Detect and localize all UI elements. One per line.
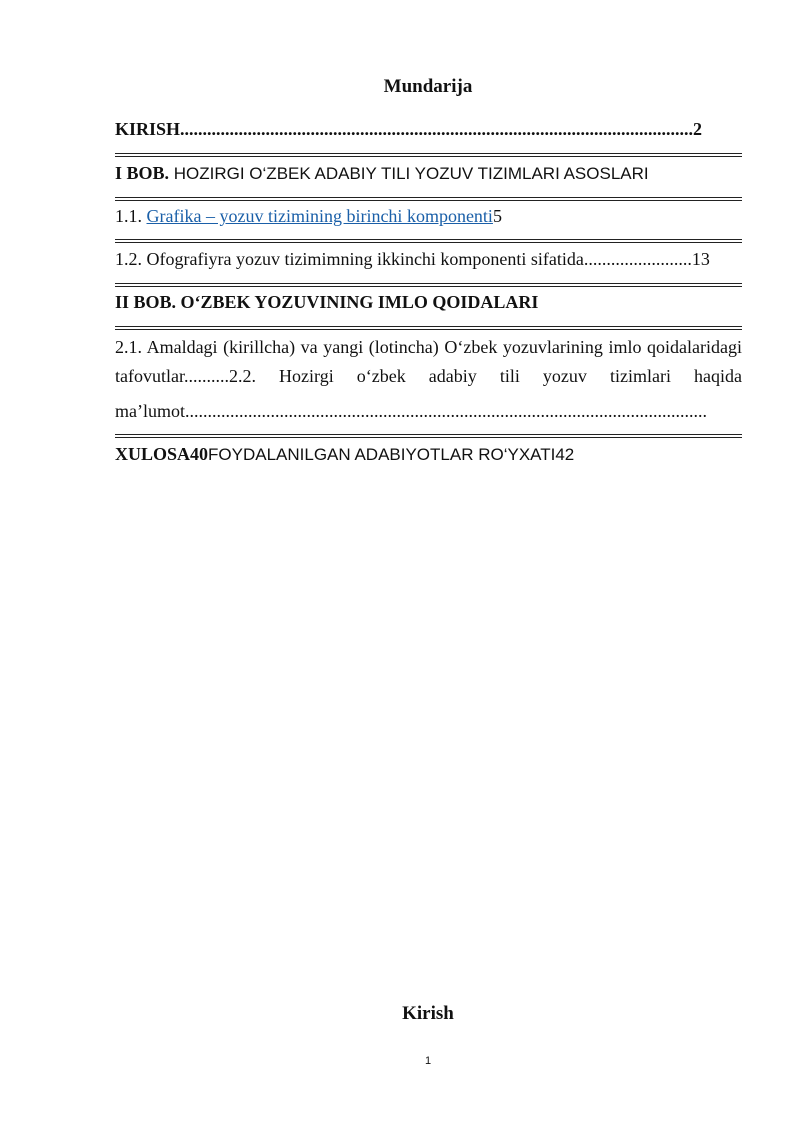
page-number: 1: [424, 1055, 432, 1067]
divider: [115, 197, 742, 201]
chapter-label: II BOB.: [115, 292, 177, 312]
toc-entry-chapter-2[interactable]: [115, 291, 742, 313]
toc-entry-section-2-1[interactable]: 2.1. Amaldagi (kirillcha) va yangi (lotincha) O‘zbek yozuvlarining imlo qoidalaridagi tafovutlar..........2.2. Hozirgi o‘zbek adabiy tili yozuv tizimlari haqida: [115, 337, 742, 386]
conclusion-label: XULOSA40: [115, 444, 209, 464]
divider: [115, 239, 742, 243]
toc-entry-section-1-2[interactable]: 1.2. Ofografiyra yozuv tizimimning ikkinchi komponenti sifatida........................13: [115, 249, 710, 269]
toc-entry-kirish[interactable]: KIRISH..................................................................................................................2: [115, 119, 703, 139]
divider: [115, 326, 742, 330]
bibliography-label: FOYDALANILGAN ADABIYOTLAR RO‘YXATI42: [208, 445, 575, 464]
section-page: 5: [492, 206, 502, 226]
chapter-label: I BOB.: [115, 163, 170, 183]
divider: [115, 153, 742, 157]
section-number: 1.1.: [115, 206, 147, 226]
toc-entry-chapter-1[interactable]: [115, 162, 742, 185]
chapter-title: O‘ZBEK YOZUVINING IMLO QOIDALARI: [176, 292, 539, 312]
divider: [115, 283, 742, 287]
chapter-title: HOZIRGI O‘ZBEK ADABIY TILI YOZUV TIZIMLARI ASOSLARI: [169, 164, 649, 183]
page-title: Mundarija: [383, 76, 473, 97]
section-heading-kirish: Kirish: [402, 1003, 454, 1024]
toc-entry-conclusion[interactable]: [115, 443, 742, 466]
toc-entry-section-1-1[interactable]: [115, 205, 742, 227]
toc-entry-section-2-2-continued[interactable]: ma’lumot....................................................................................................................: [115, 401, 707, 421]
divider: [115, 434, 742, 438]
section-link[interactable]: Grafika – yozuv tizimining birinchi komponenti: [146, 206, 493, 226]
